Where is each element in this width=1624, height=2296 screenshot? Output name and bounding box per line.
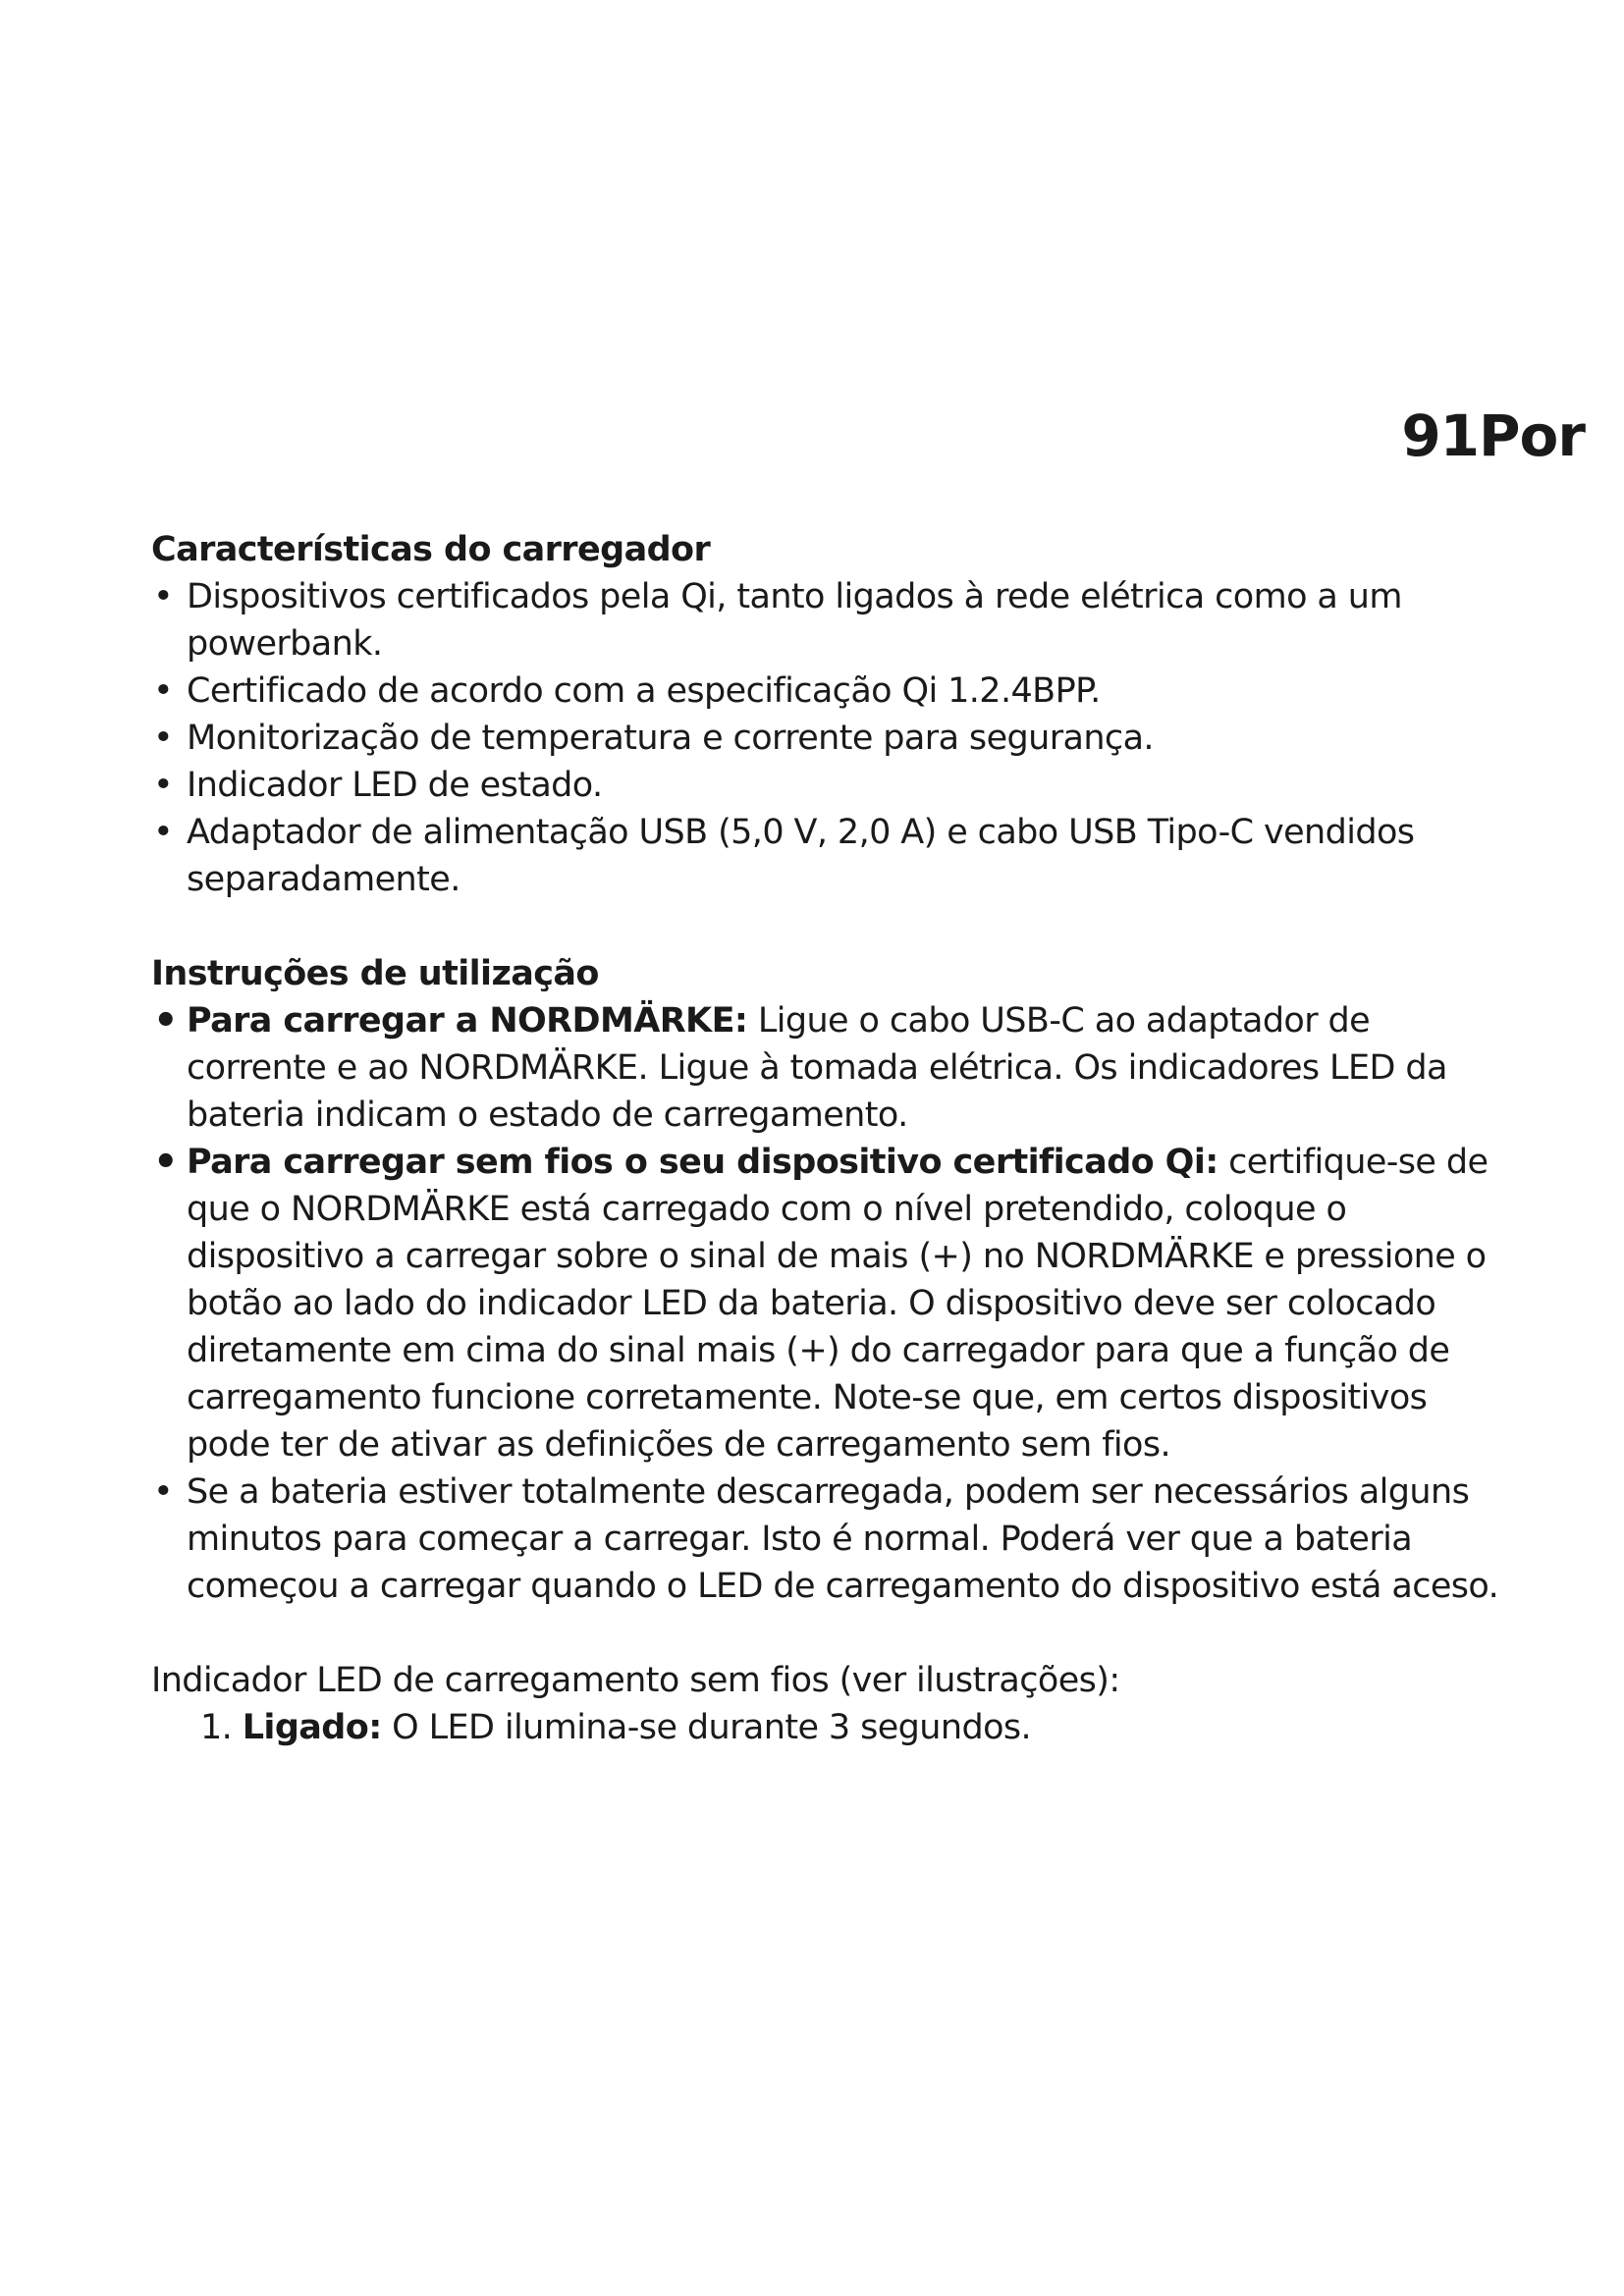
instructions-heading: Instruções de utilização (151, 954, 599, 993)
instructions-list (151, 997, 1506, 1610)
features-list (151, 573, 1506, 903)
led-indicator-list (151, 1704, 1506, 1751)
list-item: • Certificado de acordo com a especificação Qi 1.2.4BPP. (151, 667, 1506, 715)
list-item (151, 997, 1506, 1139)
list-item-text: O LED ilumina-se durante 3 segundos. (381, 1708, 1032, 1747)
list-item: • Adaptador de alimentação USB (5,0 V, 2,0 A) e cabo USB Tipo-C vendidos separadamente. (151, 809, 1506, 903)
list-item-text: Ligue o cabo USB-C ao adaptador de corrente e ao NORDMÄRKE. Ligue à tomada elétrica. Os indicadores LED da bateria indicam o estado de carregamento. (187, 1001, 1447, 1135)
document-body (151, 526, 1506, 1751)
list-item-number: 1. (200, 1708, 233, 1747)
list-item-lead: Para carregar sem fios o seu dispositivo certificado Qi: (187, 1143, 1218, 1182)
list-item: • Monitorização de temperatura e corrente para segurança. (151, 715, 1506, 762)
list-item-lead: Para carregar a NORDMÄRKE: (187, 1001, 748, 1041)
list-item-text: Se a bateria estiver totalmente descarregada, podem ser necessários alguns minutos para começar a carregar. Isto é normal. Poderá ver que a bateria começou a carregar quando o LED de carregamento do dispositivo está aceso. (187, 1472, 1499, 1606)
led-indicator-intro: Indicador LED de carregamento sem fios (ver ilustrações): (151, 1661, 1120, 1700)
list-item (200, 1704, 1506, 1751)
list-item (151, 1468, 1506, 1610)
page-number: 91Por (1401, 402, 1585, 469)
list-item: • Dispositivos certificados pela Qi, tanto ligados à rede elétrica como a um powerbank. (151, 573, 1506, 667)
features-heading: Características do carregador (151, 530, 711, 569)
list-item-lead: Ligado: (242, 1708, 382, 1747)
list-item (151, 1139, 1506, 1468)
list-item: • Indicador LED de estado. (151, 762, 1506, 809)
list-item-text: certifique-se de que o NORDMÄRKE está carregado com o nível pretendido, coloque o dispositivo a carregar sobre o sinal de mais (+) no NORDMÄRKE e pressione o botão ao lado do indicador LED da bateria. O dispositivo deve ser colocado diretamente em cima do sinal mais (+) do carregador para que a função de carregamento funcione corretamente. Note-se que, em certos dispositivos pode ter de ativar as definições de carregamento sem fios. (187, 1143, 1489, 1465)
